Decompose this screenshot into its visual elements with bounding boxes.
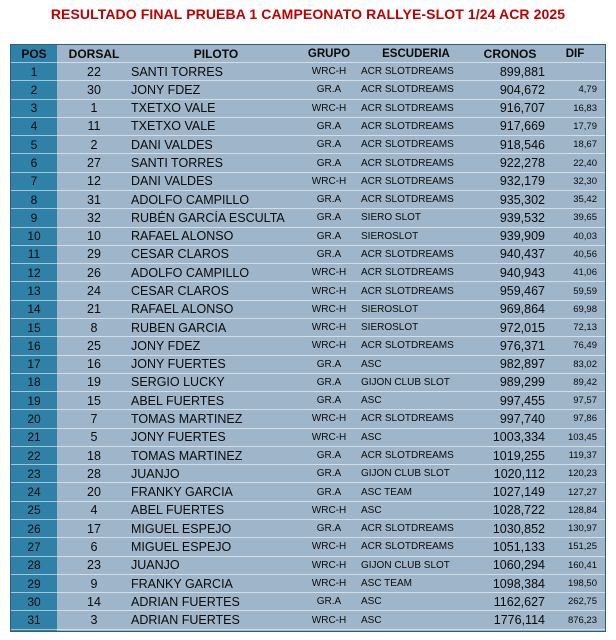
table-row bbox=[11, 209, 605, 227]
cell-pos: 29 bbox=[27, 576, 41, 591]
cell-pos: 14 bbox=[27, 302, 41, 317]
cell-escuderia: SIEROSLOT bbox=[361, 303, 419, 315]
cell-piloto: JONY FDEZ bbox=[131, 82, 201, 97]
cell-piloto: CESAR CLAROS bbox=[131, 284, 229, 299]
cell-cronos: 939,909 bbox=[499, 229, 545, 244]
cell-pos: 11 bbox=[27, 247, 41, 262]
cell-grupo: WRC-H bbox=[311, 578, 347, 590]
cell-dorsal: 19 bbox=[87, 375, 101, 390]
cell-dorsal: 30 bbox=[87, 82, 101, 97]
cell-escuderia: ACR SLOTDREAMS bbox=[361, 340, 454, 352]
cell-dif: 262,75 bbox=[567, 596, 597, 608]
cell-grupo: WRC-H bbox=[311, 413, 347, 425]
cell-escuderia: GIJON CLUB SLOT bbox=[361, 376, 450, 388]
results-table bbox=[10, 44, 606, 632]
cell-escuderia: ACR SLOTDREAMS bbox=[361, 139, 454, 151]
cell-escuderia: ACR SLOTDREAMS bbox=[361, 84, 454, 96]
cell-dif: 103,45 bbox=[567, 431, 597, 443]
cell-grupo: GR.A bbox=[316, 486, 342, 498]
cell-dif: 59,59 bbox=[573, 285, 597, 297]
cell-cronos: 922,278 bbox=[499, 156, 545, 171]
cell-grupo: WRC-H bbox=[311, 322, 347, 334]
header-dorsal: DORSAL bbox=[68, 46, 120, 61]
cell-escuderia: ACR SLOTDREAMS bbox=[361, 413, 454, 425]
cell-pos: 28 bbox=[27, 558, 41, 573]
cell-cronos: 940,437 bbox=[499, 247, 545, 262]
cell-cronos: 1060,294 bbox=[492, 558, 545, 573]
cell-escuderia: SIEROSLOT bbox=[361, 322, 419, 334]
table-row bbox=[11, 392, 605, 410]
table-row bbox=[11, 410, 605, 428]
cell-escuderia: ACR SLOTDREAMS bbox=[361, 285, 454, 297]
cell-cronos: 989,299 bbox=[499, 375, 545, 390]
table-row bbox=[11, 173, 605, 191]
cell-pos: 4 bbox=[30, 119, 38, 134]
cell-dif: 119,37 bbox=[568, 450, 597, 462]
table-row bbox=[11, 593, 605, 611]
cell-dorsal: 16 bbox=[87, 357, 101, 372]
cell-piloto: ABEL FUERTES bbox=[131, 393, 225, 408]
table-row bbox=[11, 447, 605, 465]
cell-grupo: WRC-H bbox=[311, 504, 347, 516]
header-pos: POS bbox=[21, 46, 47, 61]
cell-pos: 30 bbox=[27, 594, 41, 609]
cell-dif: 16,83 bbox=[573, 102, 597, 114]
cell-grupo: WRC-H bbox=[311, 102, 347, 114]
cell-cronos: 1028,722 bbox=[492, 503, 545, 518]
cell-piloto: MIGUEL ESPEJO bbox=[131, 539, 232, 554]
cell-piloto: RAFAEL ALONSO bbox=[131, 302, 234, 317]
table-row bbox=[11, 502, 605, 520]
cell-pos: 18 bbox=[27, 375, 41, 390]
cell-dif: 18,67 bbox=[573, 139, 597, 151]
cell-dorsal: 23 bbox=[87, 558, 101, 573]
table-row bbox=[11, 429, 605, 447]
cell-cronos: 940,943 bbox=[499, 265, 545, 280]
cell-escuderia: ACR SLOTDREAMS bbox=[361, 102, 454, 114]
cell-cronos: 976,371 bbox=[499, 338, 545, 353]
header-piloto: PILOTO bbox=[193, 46, 239, 61]
cell-pos: 5 bbox=[30, 137, 38, 152]
cell-escuderia: SIERO SLOT bbox=[361, 212, 422, 224]
table-row bbox=[11, 337, 605, 355]
cell-pos: 12 bbox=[27, 265, 41, 280]
cell-dorsal: 6 bbox=[90, 539, 98, 554]
cell-pos: 27 bbox=[27, 539, 41, 554]
table-row bbox=[11, 282, 605, 300]
cell-dorsal: 9 bbox=[90, 576, 98, 591]
cell-dif: 32,30 bbox=[573, 175, 597, 187]
cell-pos: 10 bbox=[27, 229, 41, 244]
cell-piloto: ADRIAN FUERTES bbox=[131, 594, 240, 609]
table-row bbox=[11, 319, 605, 337]
cell-dif: 128,84 bbox=[567, 504, 597, 516]
cell-escuderia: ACR SLOTDREAMS bbox=[361, 248, 454, 260]
cell-dif: 22,40 bbox=[573, 157, 597, 169]
cell-piloto: TXETXO VALE bbox=[131, 101, 216, 116]
header-grupo: GRUPO bbox=[307, 47, 351, 60]
cell-cronos: 1030,852 bbox=[492, 521, 545, 536]
table-row bbox=[11, 246, 605, 264]
cell-grupo: GR.A bbox=[316, 358, 342, 370]
cell-escuderia: ACR SLOTDREAMS bbox=[361, 194, 454, 206]
table-row bbox=[11, 191, 605, 209]
cell-escuderia: GIJON CLUB SLOT bbox=[361, 559, 450, 571]
cell-escuderia: ACR SLOTDREAMS bbox=[361, 175, 454, 187]
cell-dif: 39,65 bbox=[573, 212, 597, 224]
table-row bbox=[11, 465, 605, 483]
cell-dif: 72,13 bbox=[573, 322, 597, 334]
cell-grupo: GR.A bbox=[316, 468, 342, 480]
cell-dif: 40,03 bbox=[573, 230, 597, 242]
cell-dif: 127,27 bbox=[567, 486, 597, 498]
cell-grupo: GR.A bbox=[316, 450, 342, 462]
cell-piloto: ADOLFO CAMPILLO bbox=[131, 265, 250, 280]
table-row bbox=[11, 81, 605, 99]
cell-cronos: 982,897 bbox=[499, 357, 545, 372]
cell-cronos: 932,179 bbox=[499, 174, 545, 189]
cell-dorsal: 2 bbox=[90, 137, 98, 152]
cell-grupo: WRC-H bbox=[311, 285, 347, 297]
table-row bbox=[11, 228, 605, 246]
cell-cronos: 1019,255 bbox=[492, 448, 545, 463]
cell-escuderia: ASC bbox=[361, 504, 382, 516]
cell-dif: 83,02 bbox=[573, 358, 597, 370]
cell-piloto: DANI VALDES bbox=[131, 137, 213, 152]
cell-escuderia: ASC bbox=[361, 431, 382, 443]
cell-cronos: 935,302 bbox=[499, 192, 545, 207]
cell-dorsal: 32 bbox=[87, 210, 101, 225]
cell-escuderia: ASC bbox=[361, 358, 382, 370]
table-row bbox=[11, 611, 605, 629]
cell-dorsal: 25 bbox=[87, 338, 101, 353]
cell-grupo: WRC-H bbox=[311, 267, 347, 279]
cell-dorsal: 17 bbox=[87, 521, 101, 536]
cell-grupo: GR.A bbox=[316, 157, 342, 169]
cell-dorsal: 14 bbox=[87, 594, 101, 609]
cell-cronos: 1027,149 bbox=[492, 485, 545, 500]
page-title: RESULTADO FINAL PRUEBA 1 CAMPEONATO RALLYE-SLOT 1/24 ACR 2025 bbox=[50, 6, 566, 22]
cell-dif: 876,23 bbox=[567, 614, 597, 626]
cell-piloto: RUBEN GARCIA bbox=[131, 320, 227, 335]
cell-dorsal: 28 bbox=[87, 466, 101, 481]
cell-grupo: WRC-H bbox=[311, 66, 347, 78]
cell-dif: 35,42 bbox=[573, 194, 597, 206]
cell-escuderia: ACR SLOTDREAMS bbox=[361, 267, 454, 279]
cell-dorsal: 24 bbox=[87, 284, 101, 299]
cell-dif: 160,41 bbox=[567, 559, 597, 571]
cell-grupo: WRC-H bbox=[311, 340, 347, 352]
cell-grupo: WRC-H bbox=[311, 303, 347, 315]
cell-escuderia: GIJON CLUB SLOT bbox=[361, 468, 450, 480]
cell-pos: 6 bbox=[30, 156, 38, 171]
cell-cronos: 1776,114 bbox=[493, 613, 545, 628]
cell-escuderia: ASC bbox=[361, 614, 382, 626]
cell-cronos: 916,707 bbox=[499, 101, 545, 116]
cell-dif: 130,97 bbox=[567, 523, 597, 535]
cell-dorsal: 8 bbox=[90, 320, 98, 335]
cell-piloto: ABEL FUERTES bbox=[131, 503, 225, 518]
cell-grupo: GR.A bbox=[316, 248, 342, 260]
cell-dorsal: 4 bbox=[90, 503, 98, 518]
cell-dif: 69,98 bbox=[573, 303, 597, 315]
cell-pos: 16 bbox=[27, 338, 41, 353]
cell-cronos: 1051,133 bbox=[492, 539, 545, 554]
cell-piloto: CESAR CLAROS bbox=[131, 247, 229, 262]
cell-pos: 25 bbox=[27, 503, 41, 518]
table-row bbox=[11, 63, 605, 81]
cell-pos: 1 bbox=[30, 64, 38, 79]
cell-cronos: 917,669 bbox=[499, 119, 545, 134]
cell-dorsal: 26 bbox=[87, 265, 101, 280]
table-row bbox=[11, 483, 605, 501]
cell-cronos: 997,740 bbox=[499, 411, 545, 426]
cell-piloto: ADOLFO CAMPILLO bbox=[131, 192, 250, 207]
cell-piloto: JONY FUERTES bbox=[131, 430, 226, 445]
cell-grupo: GR.A bbox=[316, 212, 342, 224]
header-dif: DIF bbox=[565, 47, 585, 60]
cell-piloto: RAFAEL ALONSO bbox=[131, 229, 234, 244]
cell-dorsal: 1 bbox=[90, 101, 98, 116]
cell-cronos: 1020,112 bbox=[493, 466, 545, 481]
cell-cronos: 997,455 bbox=[499, 393, 545, 408]
cell-pos: 24 bbox=[27, 485, 41, 500]
cell-piloto: JUANJO bbox=[131, 466, 180, 481]
cell-pos: 17 bbox=[27, 357, 41, 372]
cell-dif: 151,25 bbox=[567, 541, 597, 553]
cell-grupo: GR.A bbox=[316, 376, 342, 388]
cell-pos: 20 bbox=[27, 411, 41, 426]
cell-piloto: RUBÉN GARCÍA ESCULTA bbox=[131, 210, 285, 225]
cell-dif: 97,86 bbox=[573, 413, 597, 425]
cell-escuderia: ASC TEAM bbox=[361, 486, 412, 498]
cell-piloto: TOMAS MARTINEZ bbox=[131, 448, 243, 463]
cell-pos: 31 bbox=[27, 613, 41, 628]
cell-piloto: MIGUEL ESPEJO bbox=[131, 521, 232, 536]
table-row bbox=[11, 538, 605, 556]
table-row bbox=[11, 520, 605, 538]
cell-pos: 19 bbox=[27, 393, 41, 408]
cell-dorsal: 21 bbox=[87, 302, 101, 317]
cell-dorsal: 5 bbox=[90, 430, 98, 445]
cell-piloto: ADRIAN FUERTES bbox=[131, 613, 240, 628]
cell-pos: 21 bbox=[27, 430, 41, 445]
cell-dif: 4,79 bbox=[578, 84, 597, 96]
header-cronos: CRONOS bbox=[483, 46, 537, 61]
cell-pos: 23 bbox=[27, 466, 41, 481]
table-row bbox=[11, 264, 605, 282]
cell-grupo: GR.A bbox=[316, 120, 342, 132]
cell-piloto: TOMAS MARTINEZ bbox=[131, 411, 243, 426]
cell-pos: 7 bbox=[30, 174, 38, 189]
cell-piloto: DANI VALDES bbox=[131, 174, 213, 189]
cell-pos: 15 bbox=[27, 320, 41, 335]
cell-grupo: WRC-H bbox=[311, 559, 347, 571]
cell-grupo: WRC-H bbox=[311, 541, 347, 553]
cell-pos: 26 bbox=[27, 521, 41, 536]
cell-grupo: GR.A bbox=[316, 523, 342, 535]
header-escuderia: ESCUDERIA bbox=[382, 47, 450, 60]
cell-escuderia: ACR SLOTDREAMS bbox=[361, 157, 454, 169]
cell-escuderia: ACR SLOTDREAMS bbox=[361, 450, 454, 462]
cell-escuderia: ASC TEAM bbox=[361, 578, 412, 590]
table-header bbox=[11, 45, 605, 63]
cell-dorsal: 12 bbox=[87, 174, 101, 189]
cell-grupo: GR.A bbox=[316, 596, 342, 608]
cell-pos: 3 bbox=[30, 101, 38, 116]
cell-cronos: 904,672 bbox=[499, 82, 545, 97]
cell-piloto: JUANJO bbox=[131, 558, 180, 573]
cell-piloto: SERGIO LUCKY bbox=[131, 375, 225, 390]
cell-dif: 198,50 bbox=[567, 578, 597, 590]
cell-grupo: GR.A bbox=[316, 230, 342, 242]
cell-pos: 8 bbox=[30, 192, 38, 207]
table-row bbox=[11, 356, 605, 374]
cell-dorsal: 27 bbox=[87, 156, 101, 171]
cell-pos: 22 bbox=[27, 448, 41, 463]
cell-pos: 9 bbox=[30, 210, 38, 225]
cell-dorsal: 22 bbox=[87, 64, 101, 79]
cell-dif: 76,49 bbox=[573, 340, 597, 352]
cell-dorsal: 31 bbox=[87, 192, 101, 207]
table-row bbox=[11, 557, 605, 575]
cell-pos: 2 bbox=[30, 82, 38, 97]
cell-grupo: WRC-H bbox=[311, 175, 347, 187]
cell-grupo: WRC-H bbox=[311, 431, 347, 443]
cell-dorsal: 11 bbox=[87, 119, 101, 134]
table-row bbox=[11, 301, 605, 319]
cell-cronos: 969,864 bbox=[499, 302, 545, 317]
cell-piloto: SANTI TORRES bbox=[131, 64, 223, 79]
cell-dorsal: 15 bbox=[87, 393, 101, 408]
cell-grupo: GR.A bbox=[316, 395, 342, 407]
cell-pos: 13 bbox=[27, 284, 41, 299]
cell-dif: 41,06 bbox=[573, 267, 597, 279]
cell-grupo: GR.A bbox=[316, 139, 342, 151]
table-row bbox=[11, 100, 605, 118]
cell-grupo: WRC-H bbox=[311, 614, 347, 626]
cell-piloto: JONY FDEZ bbox=[131, 338, 201, 353]
cell-cronos: 1098,384 bbox=[492, 576, 545, 591]
cell-dorsal: 20 bbox=[87, 485, 101, 500]
cell-cronos: 1003,334 bbox=[492, 430, 545, 445]
cell-piloto: FRANKY GARCIA bbox=[131, 576, 233, 591]
cell-dorsal: 29 bbox=[87, 247, 101, 262]
cell-escuderia: ACR SLOTDREAMS bbox=[361, 66, 454, 78]
cell-piloto: SANTI TORRES bbox=[131, 156, 223, 171]
table-row bbox=[11, 136, 605, 154]
cell-escuderia: ACR SLOTDREAMS bbox=[361, 541, 454, 553]
cell-piloto: JONY FUERTES bbox=[131, 357, 226, 372]
cell-dif: 40,56 bbox=[573, 248, 597, 260]
cell-cronos: 959,467 bbox=[499, 284, 545, 299]
table-row bbox=[11, 118, 605, 136]
cell-escuderia: ASC bbox=[361, 596, 382, 608]
cell-cronos: 939,532 bbox=[499, 210, 545, 225]
cell-escuderia: ASC bbox=[361, 395, 382, 407]
cell-dif: 120,23 bbox=[567, 468, 597, 480]
cell-escuderia: SIEROSLOT bbox=[361, 230, 419, 242]
cell-dorsal: 18 bbox=[87, 448, 101, 463]
cell-dif: 89,42 bbox=[573, 376, 597, 388]
cell-grupo: GR.A bbox=[316, 84, 342, 96]
cell-cronos: 918,546 bbox=[499, 137, 545, 152]
table-row bbox=[11, 575, 605, 593]
cell-dorsal: 3 bbox=[90, 613, 98, 628]
cell-dorsal: 10 bbox=[87, 229, 101, 244]
cell-grupo: GR.A bbox=[316, 194, 342, 206]
cell-cronos: 1162,627 bbox=[493, 594, 545, 609]
cell-escuderia: ACR SLOTDREAMS bbox=[361, 523, 454, 535]
results-grid bbox=[11, 45, 605, 630]
cell-cronos: 972,015 bbox=[499, 320, 545, 335]
cell-escuderia: ACR SLOTDREAMS bbox=[361, 120, 454, 132]
cell-cronos: 899,881 bbox=[499, 64, 545, 79]
cell-dif: 97,57 bbox=[573, 395, 597, 407]
cell-piloto: FRANKY GARCIA bbox=[131, 485, 233, 500]
cell-piloto: TXETXO VALE bbox=[131, 119, 216, 134]
cell-dif: 17,79 bbox=[573, 120, 597, 132]
table-row bbox=[11, 154, 605, 172]
table-row bbox=[11, 374, 605, 392]
cell-dorsal: 7 bbox=[90, 411, 98, 426]
